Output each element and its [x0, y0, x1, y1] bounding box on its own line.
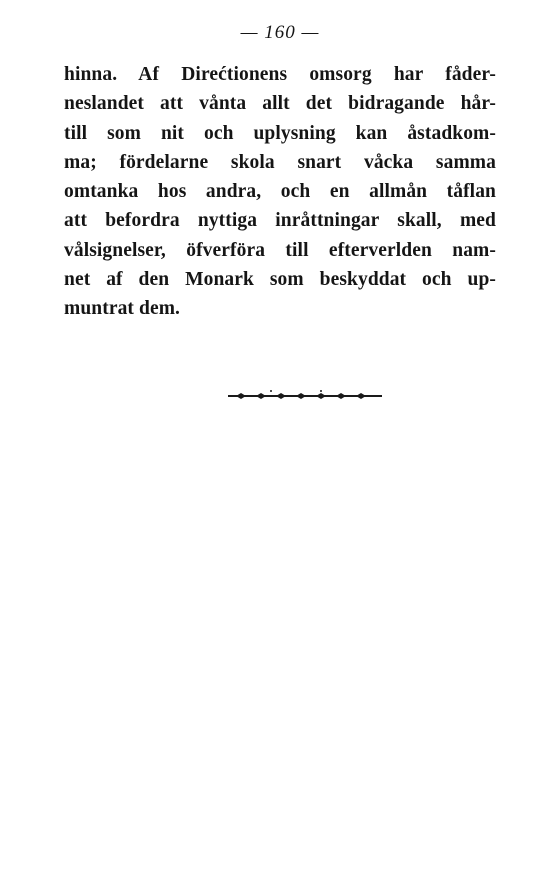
body-paragraph	[64, 60, 496, 324]
text-line: att befordra nyttiga inråttningar skall, med	[64, 210, 496, 232]
page-number: — 160 —	[240, 22, 320, 43]
text-line: neslandet att vånta allt det bidragande hår-	[64, 93, 496, 115]
text-line: till som nit och uplysning kan åstadkom-	[64, 122, 496, 144]
text-line: muntrat dem.	[64, 298, 181, 320]
text-line: hinna. Af Direćtionens omsorg har fåder-	[64, 64, 496, 85]
text-line: omtanka hos andra, och en allmån tåflan	[64, 181, 496, 203]
ornament-divider	[226, 388, 384, 402]
text-line: vålsignelser, öfverföra till efterverlden nam-	[64, 239, 496, 261]
text-line: net af den Monark som beskyddat och up-	[64, 269, 496, 291]
text-line: ma; fördelarne skola snart våcka samma	[64, 151, 496, 173]
